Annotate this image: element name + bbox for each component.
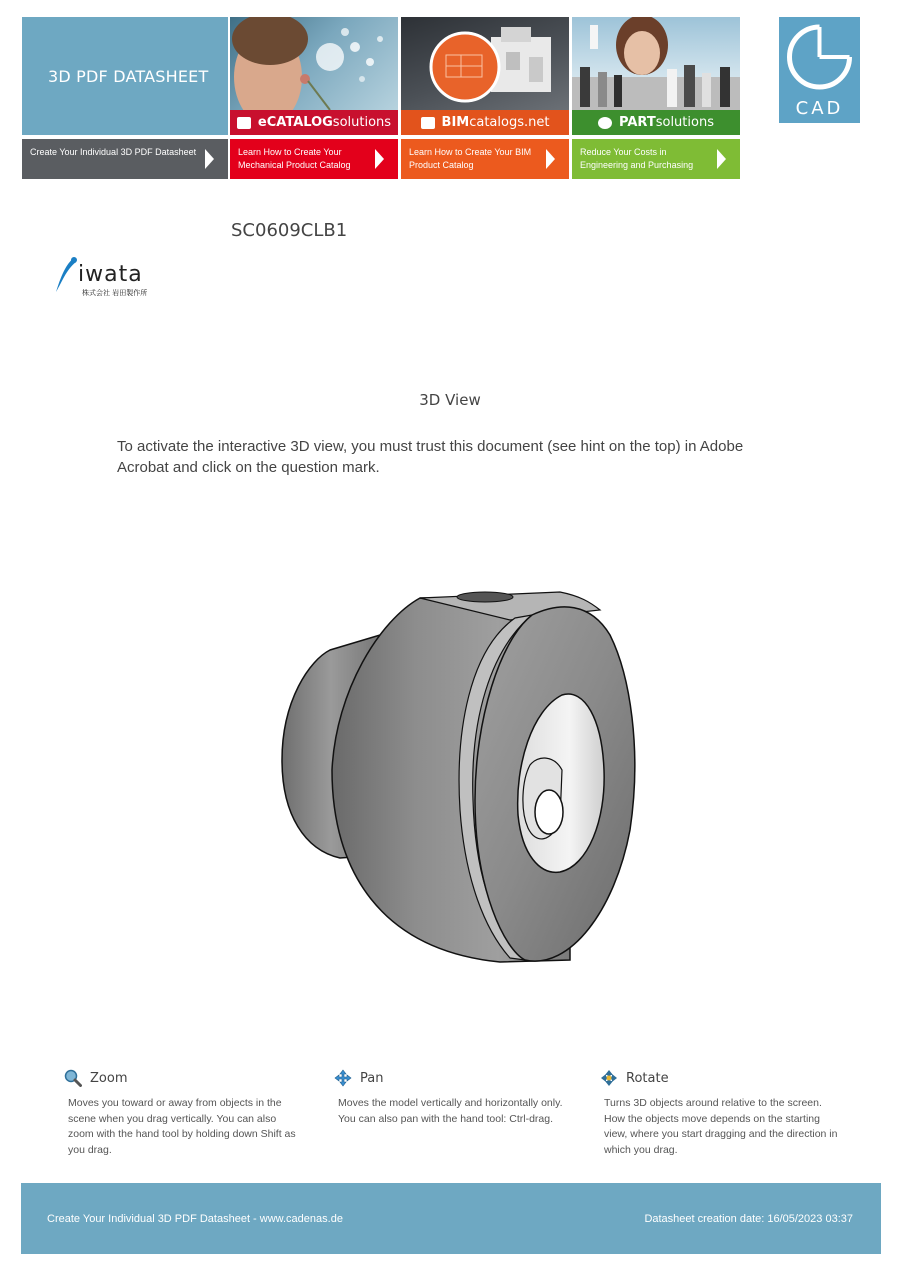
view-heading: 3D View (419, 391, 481, 409)
bim-band (401, 110, 569, 135)
building-icon (421, 117, 435, 129)
datasheet-title: 3D PDF DATASHEET (22, 17, 228, 135)
gear-icon (598, 117, 612, 129)
part-cta-text: Reduce Your Costs in Engineering and Purchasing (580, 147, 694, 170)
part-band (572, 110, 740, 135)
arrow-right-icon (717, 149, 726, 169)
bim-cta[interactable] (401, 139, 569, 179)
help-zoom (64, 1068, 304, 1158)
cadenas-logo[interactable] (779, 17, 860, 123)
cadenas-logo-text: CAD (795, 98, 844, 119)
help-rotate-title-text: Rotate (626, 1070, 669, 1086)
ecatalog-image (230, 17, 398, 110)
bim-cta-text: Learn How to Create Your BIM Product Catalog (409, 147, 532, 170)
catalog-icon (237, 117, 251, 129)
rotate-icon (600, 1069, 618, 1087)
help-rotate-title (600, 1068, 840, 1088)
help-zoom-text: Moves you toward or away from objects in the scene when you drag vertically. You can also zoom with the hand tool by holding down Shift as you drag. (68, 1097, 296, 1156)
help-rotate (600, 1068, 840, 1158)
bim-band-bold: BIM (441, 115, 470, 130)
ecatalog-band-text: solutions (332, 115, 392, 130)
manufacturer-logo (52, 256, 164, 298)
datasheet-cta-text: Create Your Individual 3D PDF Datasheet (30, 147, 197, 157)
datasheet-cta[interactable] (22, 139, 228, 179)
part-image (572, 17, 740, 110)
ecatalog-cta[interactable] (230, 139, 398, 179)
footer (21, 1183, 881, 1254)
footer-link[interactable]: Create Your Individual 3D PDF Datasheet - www.cadenas.de (47, 1213, 343, 1225)
arrow-right-icon (205, 149, 214, 169)
help-pan-title-text: Pan (360, 1070, 384, 1086)
ecatalog-band (230, 110, 398, 135)
iwata-swoosh-icon (52, 256, 78, 296)
help-pan-title (334, 1068, 574, 1088)
help-rotate-text: Turns 3D objects around relative to the screen. How the objects move depends on the starting view, where you start dragging and the direction in which you drag. (604, 1097, 838, 1156)
footer-date: Datasheet creation date: 16/05/2023 03:37 (644, 1213, 853, 1225)
part-band-text: solutions (655, 115, 714, 130)
help-zoom-title (64, 1068, 304, 1088)
view-notice: To activate the interactive 3D view, you must trust this document (see hint on the top) in Adobe Acrobat and click on the question mark. (117, 438, 744, 476)
help-pan-text: Moves the model vertically and horizontally only. You can also pan with the hand tool: Ctrl-drag. (338, 1097, 563, 1125)
zoom-icon (64, 1069, 82, 1087)
manufacturer-logo-word: iwata (78, 262, 143, 287)
ecatalog-cta-text: Learn How to Create Your Mechanical Product Catalog (238, 147, 351, 170)
arrow-right-icon (546, 149, 555, 169)
bim-band-text: catalogs.net (469, 115, 550, 130)
bim-image (401, 17, 569, 110)
help-zoom-title-text: Zoom (90, 1070, 128, 1086)
3d-model-view[interactable] (270, 580, 650, 975)
help-pan (334, 1068, 574, 1127)
manufacturer-logo-sub: 株式会社 岩田製作所 (82, 289, 148, 297)
ecatalog-band-bold: eCATALOG (257, 115, 333, 130)
pan-icon (334, 1069, 352, 1087)
part-number: SC0609CLB1 (231, 220, 348, 241)
cadenas-logo-mark (779, 17, 860, 97)
part-cta[interactable] (572, 139, 740, 179)
arrow-right-icon (375, 149, 384, 169)
part-band-bold: PART (619, 115, 656, 130)
